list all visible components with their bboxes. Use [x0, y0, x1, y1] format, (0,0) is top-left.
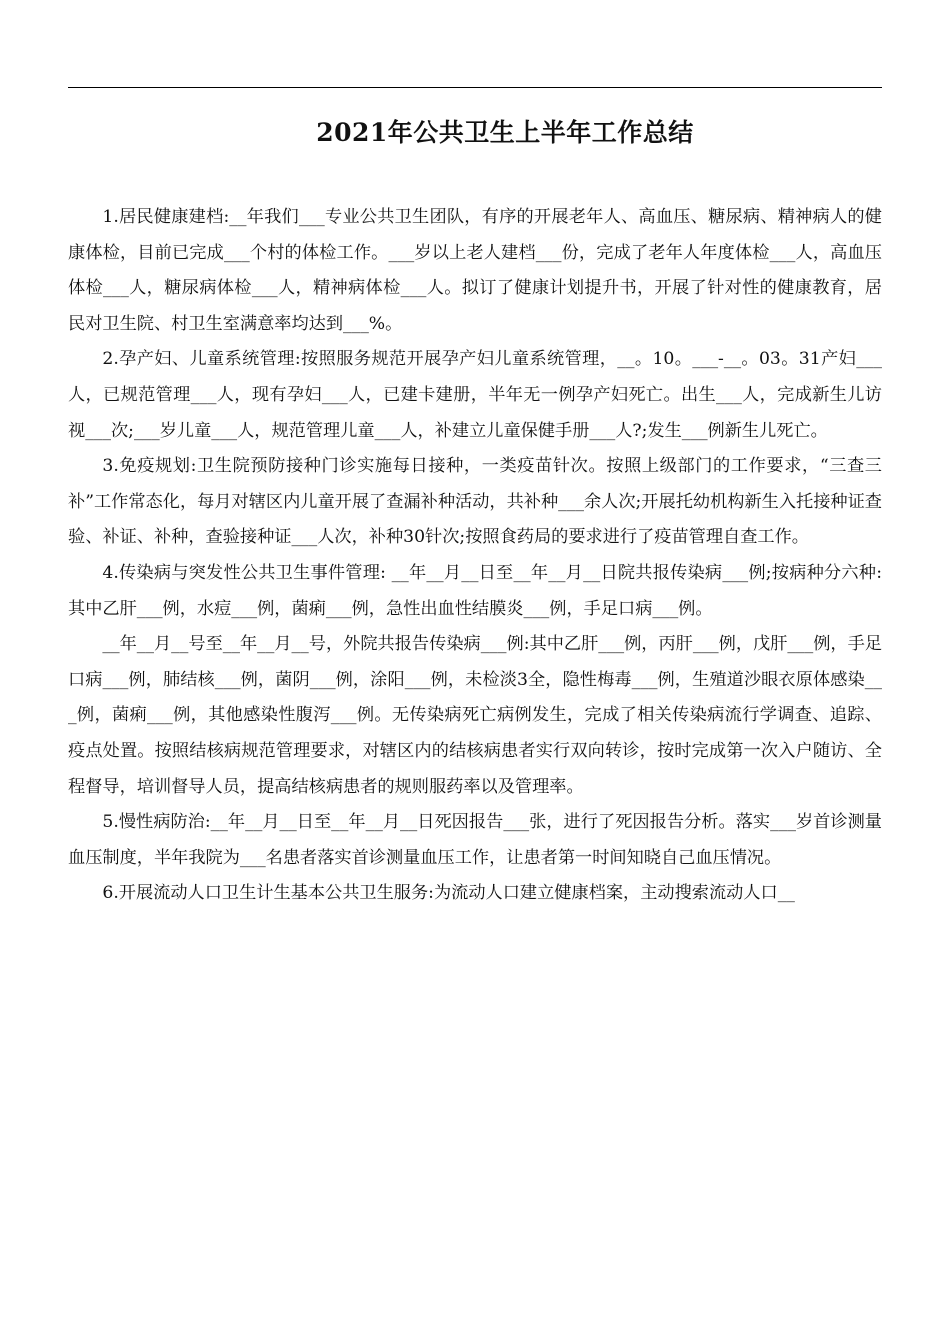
paragraph-floating-population: 6.开展流动人口卫生计生基本公共卫生服务:为流动人口建立健康档案，主动搜索流动人口__ [102, 883, 795, 904]
paragraph-chronic-disease: 5.慢性病防治:__年__月__日至__年__月__日死因报告___张，进行了死因报告分析。落实___岁首诊测量血压制度，半年我院为___名患者落实首诊测量血压工作，让患者第一时间知晓自己血压情况。 [68, 812, 882, 868]
header-rule [68, 87, 882, 88]
paragraph-health-records: 1.居民健康建档:__年我们___专业公共卫生团队，有序的开展老年人、高血压、糖尿病、精神病人的健康体检，目前已完成___个村的体检工作。___岁以上老人建档___份，完成了老年人年度体检___人，高血压体检___人，糖尿病体检___人，精神病体检___人。拟订了健康计划提升书，开展了针对性的健康教育，居民对卫生院、村卫生室满意率均达到___%。 [68, 207, 882, 334]
paragraph-infectious-disease: 4.传染病与突发性公共卫生事件管理: __年__月__日至__年__月__日院共报传染病___例;按病种分六种:其中乙肝___例，水痘___例，菌痢___例，急性出血性结膜炎___例，手足口病___例。 [68, 562, 882, 619]
document-title: 2021年公共卫生上半年工作总结 [316, 117, 694, 147]
document-body [68, 200, 882, 912]
paragraph-external-reports: __年__月__号至__年__月__号，外院共报告传染病___例:其中乙肝___例，丙肝___例，戊肝___例，手足口病___例，肺结核___例，菌阴___例，涂阳___例，未检淡3全，隐性梅毒___例，生殖道沙眼衣原体感染___例，菌痢___例，其他感染性腹泻___例。无传染病死亡病例发生，完成了相关传染病流行学调查、追踪、疫点处置。按照结核病规范管理要求，对辖区内的结核病患者实行双向转诊，按时完成第一次入户随访、全程督导，培训督导人员，提高结核病患者的规则服药率以及管理率。 [68, 634, 882, 797]
paragraph-immunization: 3.免疫规划:卫生院预防接种门诊实施每日接种，一类疫苗针次。按照上级部门的工作要求，“三查三补”工作常态化，每月对辖区内儿童开展了查漏补种活动，共补种___余人次;开展托幼机构新生入托接种证查验、补证、补种，查验接种证___人次，补种30针次;按照食药局的要求进行了疫苗管理自查工作。 [68, 456, 882, 548]
paragraph-maternal-child: 2.孕产妇、儿童系统管理:按照服务规范开展孕产妇儿童系统管理，__。10。___-__。03。31产妇___人，已规范管理___人，现有孕妇___人，已建卡建册，半年无一例孕产妇死亡。出生___人，完成新生儿访视___次;___岁儿童___人，规范管理儿童___人，补建立儿童保健手册___人?;发生___例新生儿死亡。 [68, 349, 882, 441]
